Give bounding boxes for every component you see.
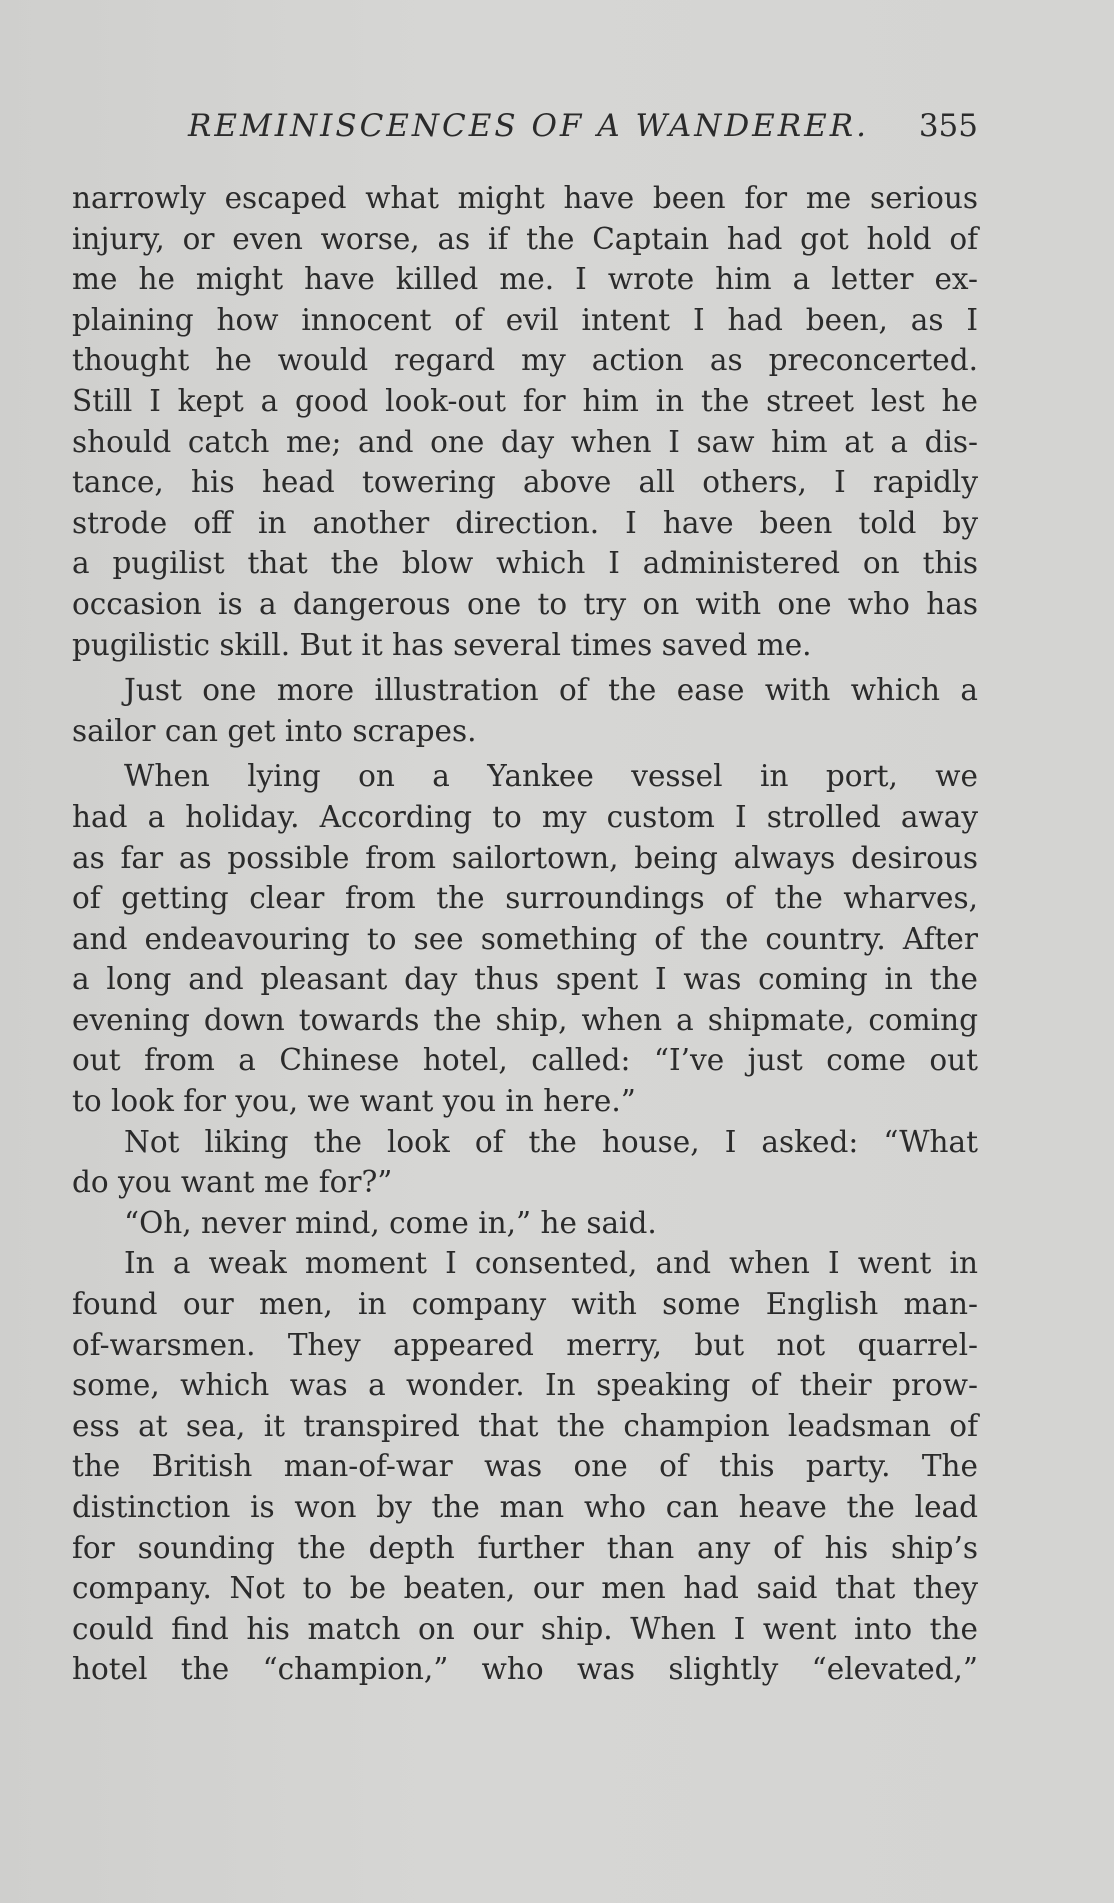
text-line: injury, or even worse, as if the Captain had got hold of — [72, 221, 978, 256]
text-line: for sounding the depth further than any of his ship’s — [72, 1530, 978, 1565]
text-line: Just one more illustration of the ease with which a — [124, 673, 978, 708]
text-line: In a weak moment I consented, and when I went in — [124, 1246, 978, 1281]
body-text — [72, 178, 978, 1690]
text-line: company. Not to be beaten, our men had said that they — [72, 1571, 978, 1606]
text-line: had a holiday. According to my custom I strolled away — [72, 799, 978, 834]
text-line: a long and pleasant day thus spent I was coming in the — [72, 962, 978, 997]
text-line: as far as possible from sailortown, being always desirous — [72, 840, 978, 875]
text-line: of getting clear from the surroundings of the wharves, — [72, 881, 978, 916]
text-line: out from a Chinese hotel, called: “I’ve just come out — [72, 1043, 978, 1078]
text-line: strode off in another direction. I have been told by — [72, 505, 978, 540]
text-line: occasion is a dangerous one to try on with one who has — [72, 586, 978, 621]
text-line: some, which was a wonder. In speaking of their prow- — [72, 1368, 978, 1403]
text-line: tance, his head towering above all others, I rapidly — [72, 465, 978, 500]
text-line: ess at sea, it transpired that the champion leadsman of — [72, 1408, 978, 1443]
text-line: the British man-of-war was one of this party. The — [72, 1449, 978, 1484]
text-line: found our men, in company with some English man- — [72, 1287, 978, 1322]
text-line: do you want me for?” — [72, 1165, 393, 1200]
text-line: distinction is won by the man who can heave the lead — [72, 1490, 978, 1524]
text-line: pugilistic skill. But it has several times saved me. — [72, 627, 812, 662]
text-line: When lying on a Yankee vessel in port, we — [124, 759, 978, 794]
text-line: should catch me; and one day when I saw him at a dis- — [72, 424, 978, 459]
text-line: “Oh, never mind, come in,” he said. — [124, 1205, 657, 1240]
text-line: and endeavouring to see something of the country. After — [72, 921, 978, 956]
text-line: could find his match on our ship. When I went into the — [72, 1611, 978, 1646]
text-line: of-warsmen. They appeared merry, but not quarrel- — [72, 1327, 978, 1362]
page-header — [72, 108, 978, 152]
text-line: thought he would regard my action as preconcerted. — [72, 343, 978, 378]
text-line: Not liking the look of the house, I asked: “What — [124, 1124, 978, 1159]
text-line: evening down towards the ship, when a shipmate, coming — [72, 1002, 978, 1037]
text-line: plaining how innocent of evil intent I had been, as I — [72, 302, 978, 337]
text-line: Still I kept a good look-out for him in the street lest he — [72, 383, 978, 418]
text-line: me he might have killed me. I wrote him a letter ex- — [72, 262, 978, 297]
text-line: sailor can get into scrapes. — [72, 713, 477, 748]
running-title: REMINISCENCES OF A WANDERER. — [188, 108, 869, 144]
page-number: 355 — [918, 108, 978, 144]
text-line: hotel the “champion,” who was slightly “elevated,” — [72, 1652, 978, 1687]
text-line: to look for you, we want you in here.” — [72, 1084, 636, 1119]
text-line: a pugilist that the blow which I administered on this — [72, 546, 978, 581]
text-line: narrowly escaped what might have been for me serious — [72, 181, 978, 215]
